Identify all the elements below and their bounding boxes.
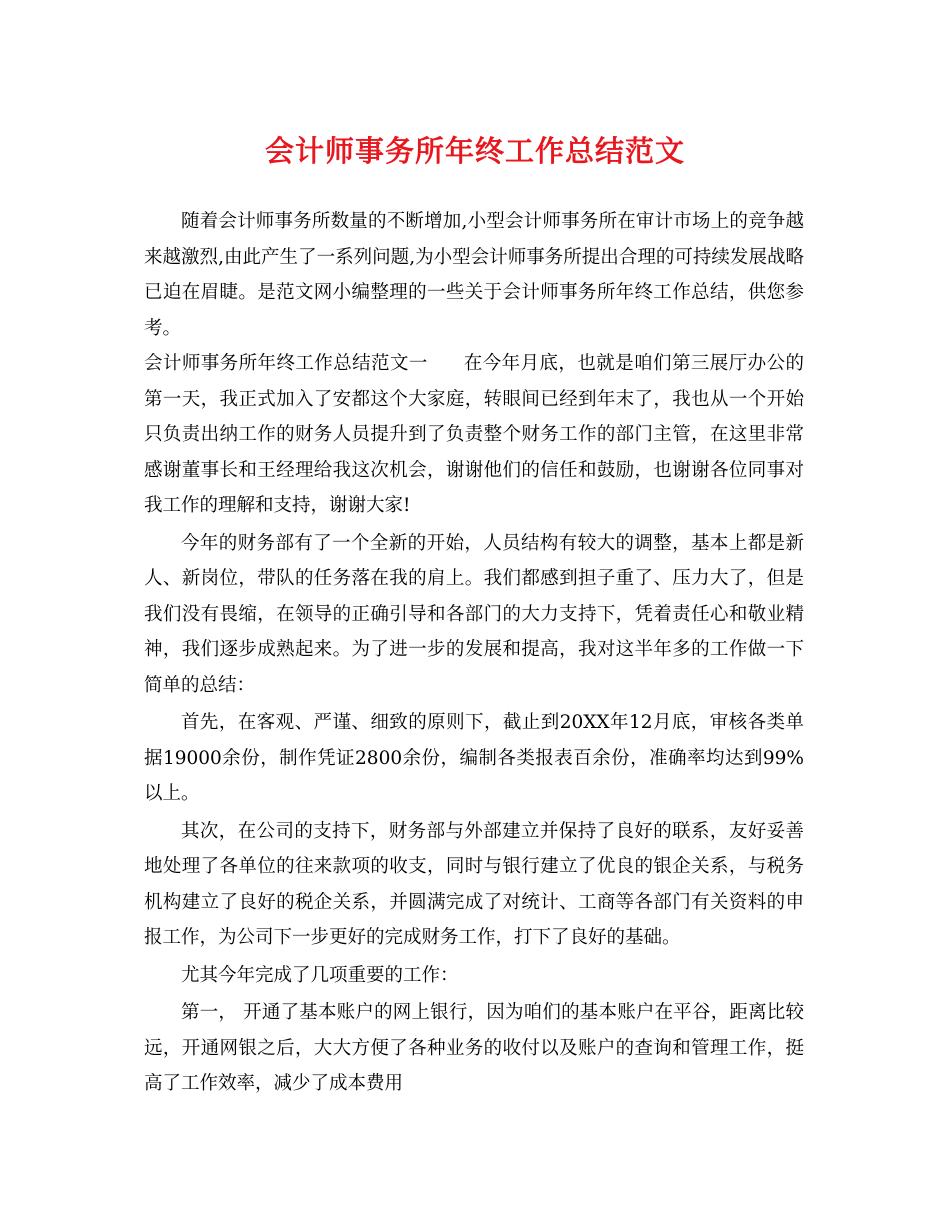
intro-paragraph: 随着会计师事务所数量的不断增加,小型会计师事务所在审计市场上的竞争越来越激烈,由此产生了一系列问题,为小型会计师事务所提出合理的可持续发展战略已迫在眉睫。是范文网小编整理的一些关于会计师事务所年终工作总结，供您参考。 xyxy=(144,211,804,339)
section-text: 在今年月底，也就是咱们第三展厅办公的第一天，我正式加入了安都这个大家庭，转眼间已经到年末了，我也从一个开始只负责出纳工作的财务人员提升到了负责整个财务工作的部门主管，在这里非常感谢董事长和王经理给我这次机会，谢谢他们的信任和鼓励，也谢谢各位同事对我工作的理解和支持，谢谢大家! xyxy=(144,353,804,516)
paragraph-6: 第一， 开通了基本账户的网上银行，因为咱们的基本账户在平谷，距离比较远，开通网银之后，大大方便了各种业务的收付以及账户的查询和管理工作，挺高了工作效率，减少了成本费用 xyxy=(144,1002,804,1094)
paragraph-5: 尤其今年完成了几项重要的工作： xyxy=(181,964,459,986)
section-label: 会计师事务所年终工作总结范文一 xyxy=(144,353,428,374)
paragraph-3: 首先，在客观、严谨、细致的原则下，截止到20XX年12月底，审核各类单据19000余份，制作凭证2800余份，编制各类报表百余份，准确率均达到99%以上。 xyxy=(144,712,804,804)
document-title: 会计师事务所年终工作总结范文 xyxy=(264,134,685,168)
document-body xyxy=(144,204,804,1102)
section-paragraph xyxy=(144,346,804,524)
paragraph-4: 其次，在公司的支持下，财务部与外部建立并保持了良好的联系，友好妥善地处理了各单位的往来款项的收支，同时与银行建立了优良的银企关系，与税务机构建立了良好的税企关系，并圆满完成了对统计、工商等各部门有关资料的申报工作，为公司下一步更好的完成财务工作，打下了良好的基础。 xyxy=(144,820,804,948)
paragraph-2: 今年的财务部有了一个全新的开始，人员结构有较大的调整，基本上都是新人、新岗位，带队的任务落在我的肩上。我们都感到担子重了、压力大了，但是我们没有畏缩，在领导的正确引导和各部门的大力支持下，凭着责任心和敬业精神，我们逐步成熟起来。为了进一步的发展和提高，我对这半年多的工作做一下简单的总结： xyxy=(144,532,804,696)
